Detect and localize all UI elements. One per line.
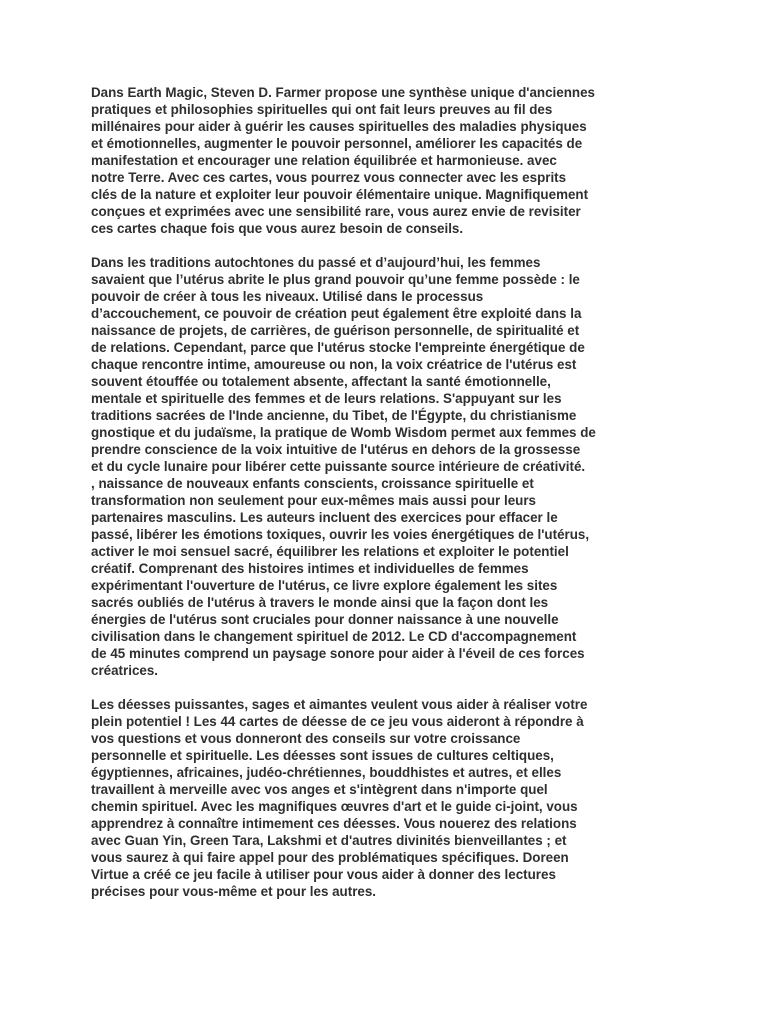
paragraph-womb-wisdom: Dans les traditions autochtones du passé et d’aujourd’hui, les femmes savaient que l’utérus abrite le plus grand pouvoir qu’une femme possède : le pouvoir de créer à tous les niveaux. Utilisé dans le processus d’accouchement, ce pouvoir de création peut également être exploité dans la naissance de projets, de carrières, de guérison personnelle, de spiritualité et de relations. Cependant, parce que l'utérus stocke l'empreinte énergétique de chaque rencontre intime, amoureuse ou non, la voix créatrice de l'utérus est souvent étouffée ou totalement absente, affectant la santé émotionnelle, mentale et spirituelle des femmes et de leurs relations. S'appuyant sur les traditions sacrées de l'Inde ancienne, du Tibet, de l'Égypte, du christianisme gnostique et du judaïsme, la pratique de Womb Wisdom permet aux femmes de prendre conscience de la voix intuitive de l'utérus en dehors de la grossesse et du cycle lunaire pour libérer cette puissante source intérieure de créativité. , naissance de nouveaux enfants conscients, croissance spirituelle et transformation non seulement pour eux-mêmes mais aussi pour leurs partenaires masculins. Les auteurs incluent des exercices pour effacer le passé, libérer les émotions toxiques, ouvrir les voies énergétiques de l'utérus, activer le moi sensuel sacré, équilibrer les relations et exploiter le potentiel créatif. Comprenant des histoires intimes et individuelles de femmes expérimentant l'ouverture de l'utérus, ce livre explore également les sites sacrés oubliés de l'utérus à travers le monde ainsi que la façon dont les énergies de l'utérus sont cruciales pour donner naissance à une nouvelle civilisation dans le changement spirituel de 2012. Le CD d'accompagnement de 45 minutes comprend un paysage sonore pour aider à l'éveil de ces forces créatrices. [91, 255, 596, 678]
paragraph-earth-magic: Dans Earth Magic, Steven D. Farmer propose une synthèse unique d'anciennes pratiques et philosophies spirituelles qui ont fait leurs preuves au fil des millénaires pour aider à guérir les causes spirituelles des maladies physiques et émotionnelles, augmenter le pouvoir personnel, améliorer les capacités de manifestation et encourager une relation équilibrée et harmonieuse. avec notre Terre. Avec ces cartes, vous pourrez vous connecter avec les esprits clés de la nature et exploiter leur pouvoir élémentaire unique. Magnifiquement conçues et exprimées avec une sensibilité rare, vous aurez envie de revisiter ces cartes chaque fois que vous aurez besoin de conseils. [91, 85, 595, 236]
document-page [91, 84, 708, 917]
paragraph-goddess-cards: Les déesses puissantes, sages et aimantes veulent vous aider à réaliser votre plein potentiel ! Les 44 cartes de déesse de ce jeu vous aideront à répondre à vos questions et vous donneront des conseils sur votre croissance personnelle et spirituelle. Les déesses sont issues de cultures celtiques, égyptiennes, africaines, judéo-chrétiennes, bouddhistes et autres, et elles travaillent à merveille avec vos anges et s'intègrent dans n'importe quel chemin spirituel. Avec les magnifiques œuvres d'art et le guide ci-joint, vous apprendrez à connaître intimement ces déesses. Vous nouerez des relations avec Guan Yin, Green Tara, Lakshmi et d'autres divinités bienveillantes ; et vous saurez à qui faire appel pour des problématiques spécifiques. Doreen Virtue a créé ce jeu facile à utiliser pour vous aider à donner des lectures précises pour vous-même et pour les autres. [91, 697, 588, 899]
